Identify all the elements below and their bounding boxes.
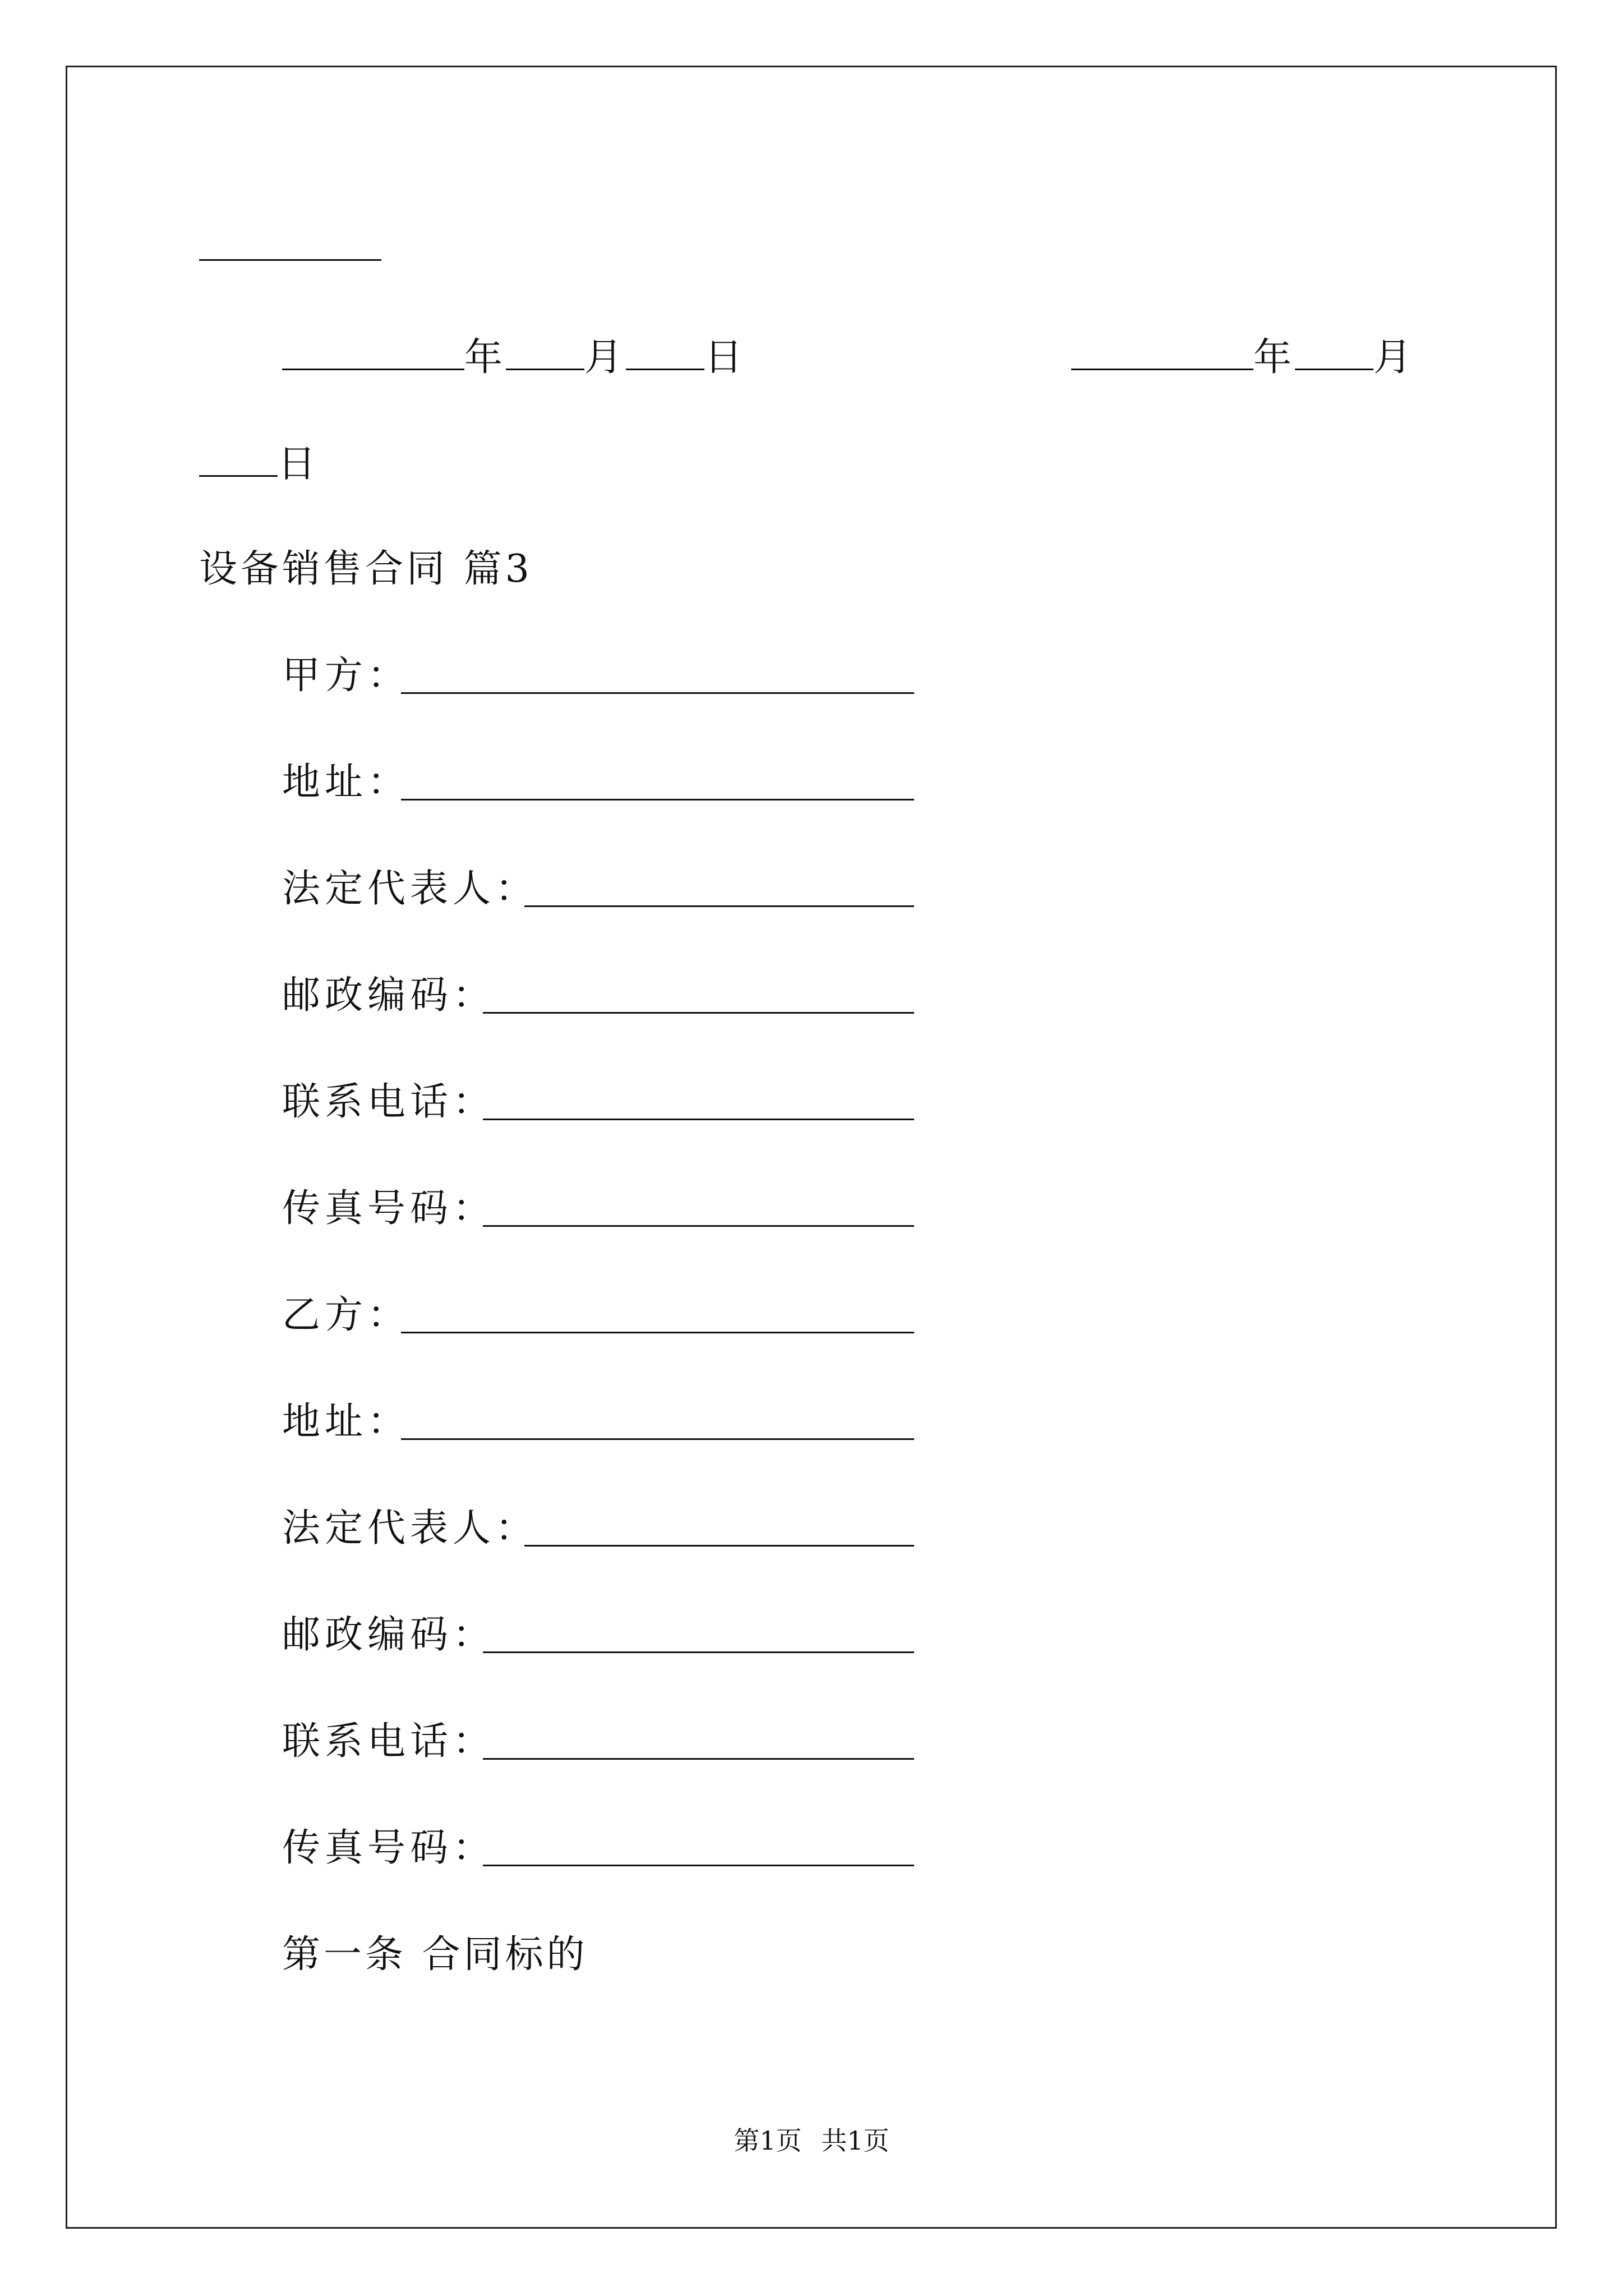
party-b-postcode-label: 邮政编码： bbox=[282, 1613, 496, 1657]
party-a-phone-label: 联系电话： bbox=[282, 1080, 496, 1124]
day-blank bbox=[626, 334, 704, 370]
day-label: 日 bbox=[704, 335, 746, 380]
party-a-blank bbox=[401, 657, 914, 694]
party-a-name-field bbox=[282, 654, 410, 698]
party-b-address-blank bbox=[401, 1404, 914, 1440]
party-b-legal-rep-field bbox=[282, 1506, 538, 1551]
party-b-label: 乙方： bbox=[282, 1293, 411, 1337]
blank-line bbox=[199, 224, 381, 261]
party-a-legal-rep-field bbox=[282, 867, 538, 912]
page-footer bbox=[0, 2125, 1623, 2156]
party-a-postcode-field bbox=[282, 973, 495, 1018]
party-a-phone-field bbox=[282, 1080, 495, 1125]
party-a-fax-field bbox=[282, 1186, 495, 1231]
party-b-legal-rep-blank bbox=[524, 1510, 914, 1547]
section-title: 设备销售合同 篇3 bbox=[199, 547, 533, 591]
date-line-right bbox=[1071, 334, 1415, 380]
party-a-address-field bbox=[282, 760, 410, 805]
month-blank bbox=[506, 334, 584, 370]
party-a-legal-rep-label: 法定代表人： bbox=[282, 867, 538, 911]
month-blank bbox=[1295, 334, 1373, 370]
party-a-fax-blank bbox=[483, 1190, 914, 1227]
date-line-left bbox=[282, 334, 746, 380]
page-total: 共1页 bbox=[821, 2125, 889, 2156]
signature-blank-top bbox=[199, 224, 381, 271]
year-label: 年 bbox=[1253, 335, 1295, 380]
party-b-fax-label: 传真号码： bbox=[282, 1826, 496, 1870]
party-a-label: 甲方： bbox=[282, 654, 411, 698]
party-b-legal-rep-label: 法定代表人： bbox=[282, 1506, 538, 1550]
party-a-legal-rep-blank bbox=[524, 871, 914, 907]
party-a-address-blank bbox=[401, 764, 914, 800]
date-line-right-continued bbox=[199, 440, 319, 487]
year-label: 年 bbox=[464, 335, 506, 380]
page-current: 第1页 bbox=[734, 2125, 802, 2156]
party-b-postcode-blank bbox=[483, 1617, 914, 1653]
party-b-postcode-field bbox=[282, 1613, 495, 1658]
article-1-heading: 第一条 合同标的 bbox=[282, 1932, 588, 1977]
party-b-phone-blank bbox=[483, 1723, 914, 1760]
party-b-address-label: 地址： bbox=[282, 1400, 411, 1444]
day-blank bbox=[199, 440, 278, 477]
party-b-fax-field bbox=[282, 1826, 495, 1871]
day-label: 日 bbox=[278, 442, 320, 486]
page-border bbox=[66, 66, 1557, 2229]
year-blank bbox=[282, 334, 464, 370]
party-b-phone-label: 联系电话： bbox=[282, 1719, 496, 1764]
month-label: 月 bbox=[1373, 335, 1415, 380]
party-b-phone-field bbox=[282, 1719, 495, 1764]
party-a-address-label: 地址： bbox=[282, 760, 411, 804]
party-a-fax-label: 传真号码： bbox=[282, 1186, 496, 1231]
year-blank bbox=[1071, 334, 1253, 370]
party-a-postcode-blank bbox=[483, 977, 914, 1014]
party-b-fax-blank bbox=[483, 1830, 914, 1866]
party-b-name-field bbox=[282, 1293, 410, 1338]
party-a-postcode-label: 邮政编码： bbox=[282, 973, 496, 1018]
party-b-address-field bbox=[282, 1400, 410, 1444]
party-a-phone-blank bbox=[483, 1084, 914, 1120]
party-b-blank bbox=[401, 1297, 914, 1333]
month-label: 月 bbox=[584, 335, 626, 380]
